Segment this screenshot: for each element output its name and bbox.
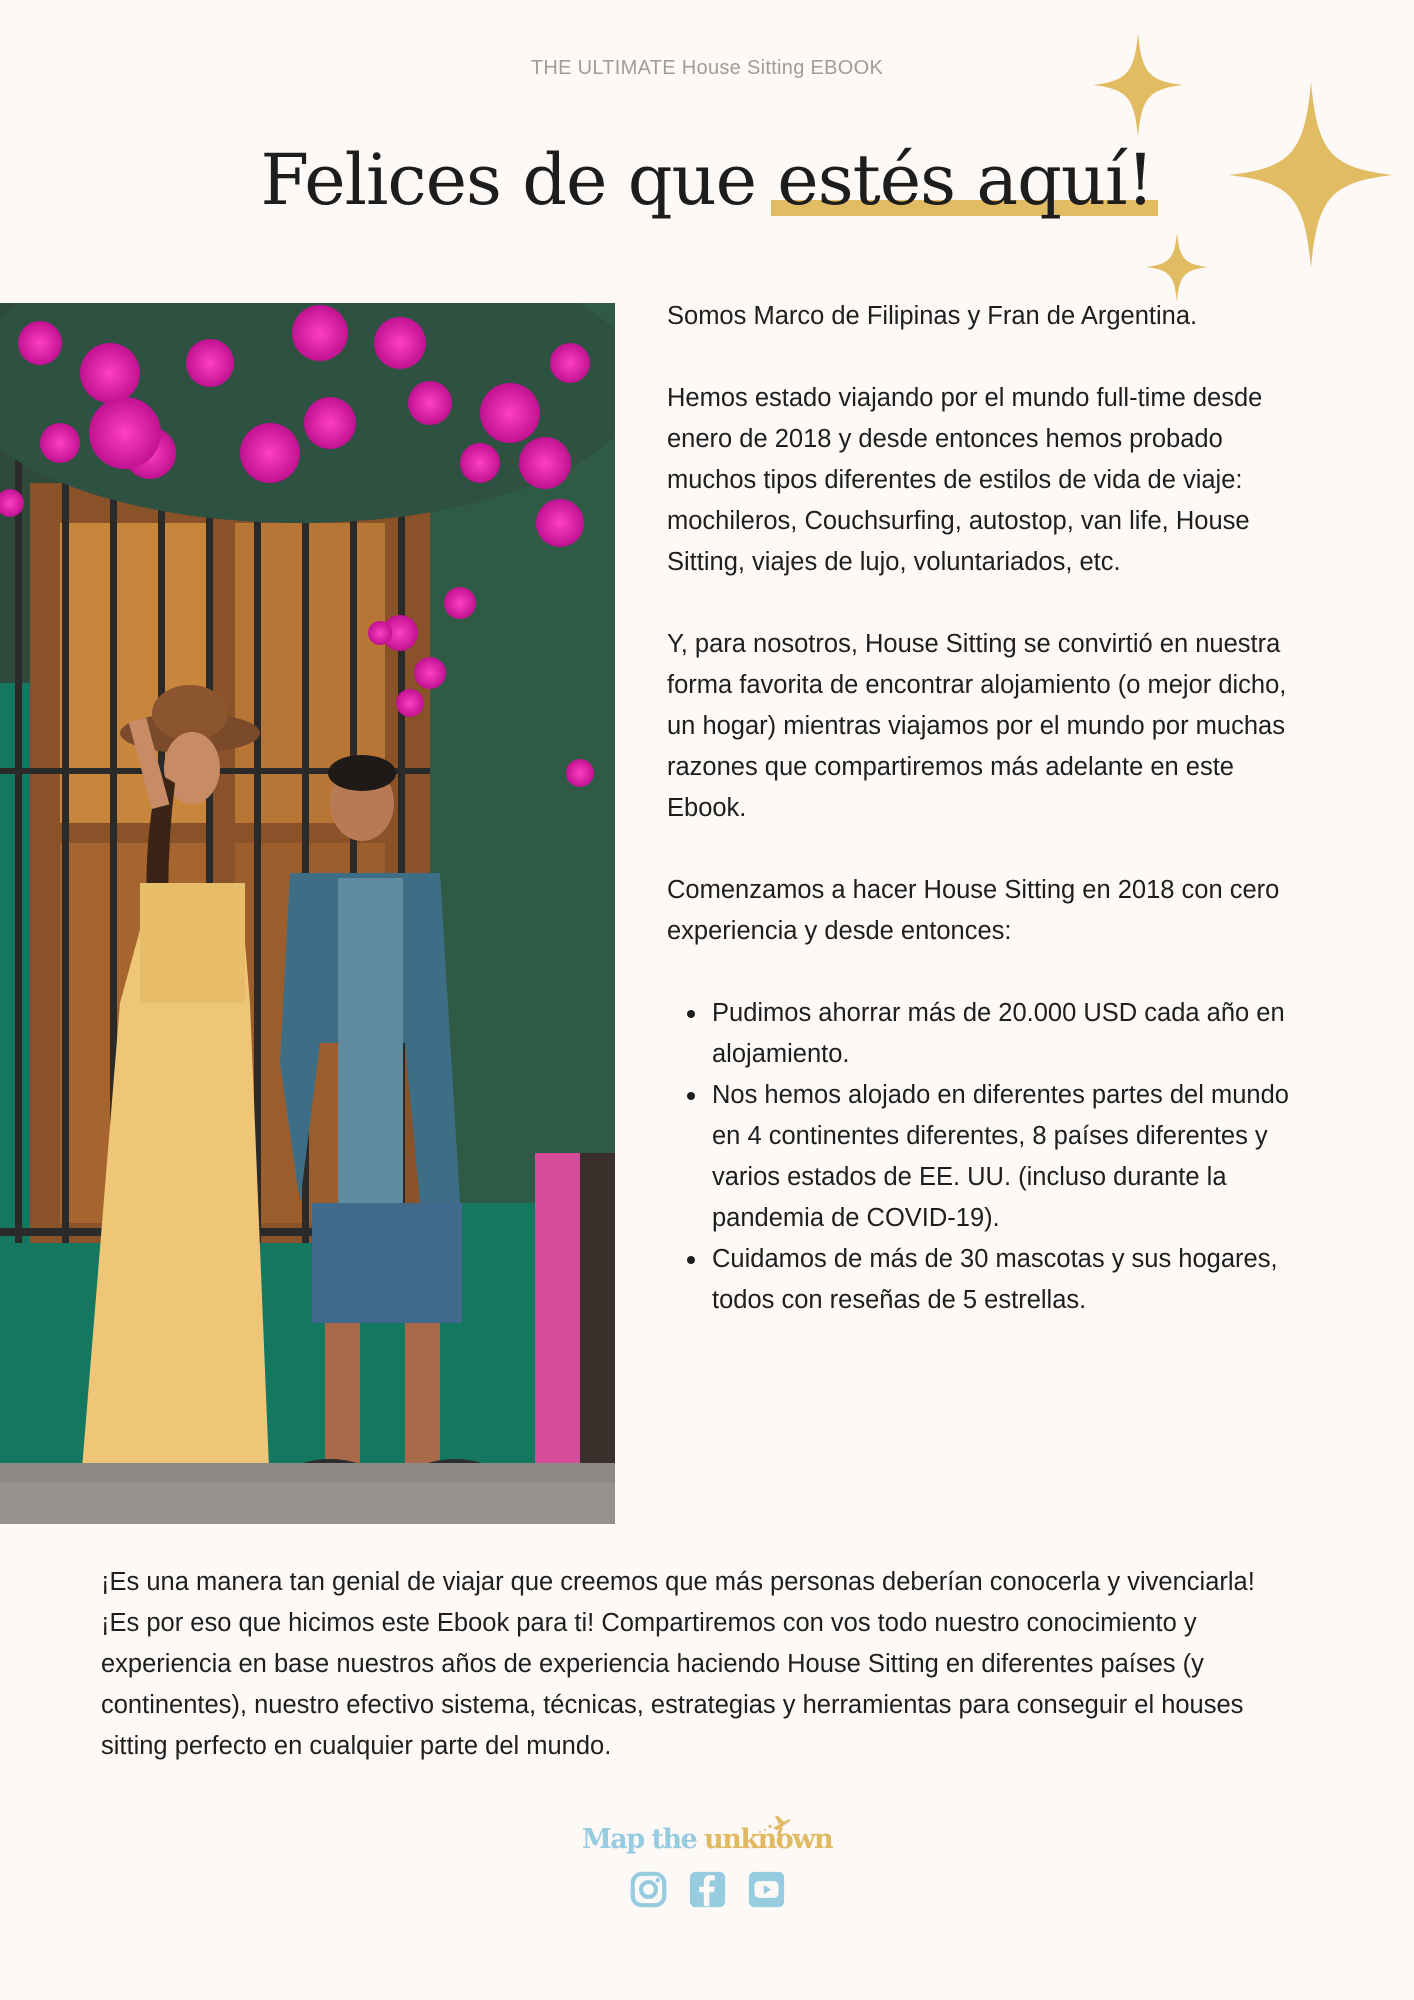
intro-text <box>667 296 1307 1321</box>
intro-paragraph: Somos Marco de Filipinas y Fran de Argentina. <box>667 302 1198 330</box>
youtube-icon[interactable] <box>748 1871 785 1908</box>
intro-paragraph: Hemos estado viajando por el mundo full-time desde enero de 2018 y desde entonces hemos probado muchos tipos diferentes de estilos de vida de viaje: mochileros, Couchsurfing, autostop, van life, House Sitting, viajes de lujo, voluntariados, etc. <box>667 384 1263 576</box>
list-item: Pudimos ahorrar más de 20.000 USD cada año en alojamiento. <box>667 993 1307 1075</box>
achievements-list <box>667 993 1307 1321</box>
title-highlight: estés aquí! <box>777 132 1153 228</box>
list-item: Cuidamos de más de 30 mascotas y sus hogares, todos con reseñas de 5 estrellas. <box>667 1239 1307 1321</box>
title-plain: Felices de que <box>260 139 778 221</box>
closing-paragraph: ¡Es una manera tan genial de viajar que creemos que más personas deberían conocerla y vivenciarla! ¡Es por eso que hicimos este Ebook para ti! Compartiremos con vos todo nuestro conocimiento y experiencia en base nuestros años de experiencia haciendo House Sitting en diferentes países (y continentes), nuestro efectivo sistema, técnicas, estrategias y herramientas para conseguir el houses sitting perfecto en cualquier parte del mundo. <box>101 1568 1255 1760</box>
brand-logo <box>0 1824 1414 1855</box>
logo-text-part1: Map the <box>581 1824 705 1855</box>
sparkle-icon <box>1093 33 1183 137</box>
page-title <box>0 132 1414 228</box>
list-item: Nos hemos alojado en diferentes partes del mundo en 4 continentes diferentes, 8 países diferentes y varios estados de EE. UU. (incluso durante la pandemia de COVID-19). <box>667 1075 1307 1239</box>
intro-paragraph: Y, para nosotros, House Sitting se convirtió en nuestra forma favorita de encontrar alojamiento (o mejor dicho, un hogar) mientras viajamos por el mundo por muchas razones que compartiremos más adelante en este Ebook. <box>667 630 1287 822</box>
sparkle-icon-small <box>1146 232 1208 302</box>
facebook-icon[interactable] <box>689 1871 726 1908</box>
couple-photo <box>0 303 615 1524</box>
intro-paragraph: Comenzamos a hacer House Sitting en 2018 con cero experiencia y desde entonces: <box>667 876 1280 945</box>
social-links <box>0 1871 1414 1908</box>
ebook-header-label: THE ULTIMATE House Sitting EBOOK <box>530 57 884 79</box>
photo-illustration <box>0 303 615 1524</box>
instagram-icon[interactable] <box>630 1871 667 1908</box>
sparkle-icon-large <box>1229 82 1393 268</box>
logo-text-part2: unknown <box>704 1824 833 1855</box>
